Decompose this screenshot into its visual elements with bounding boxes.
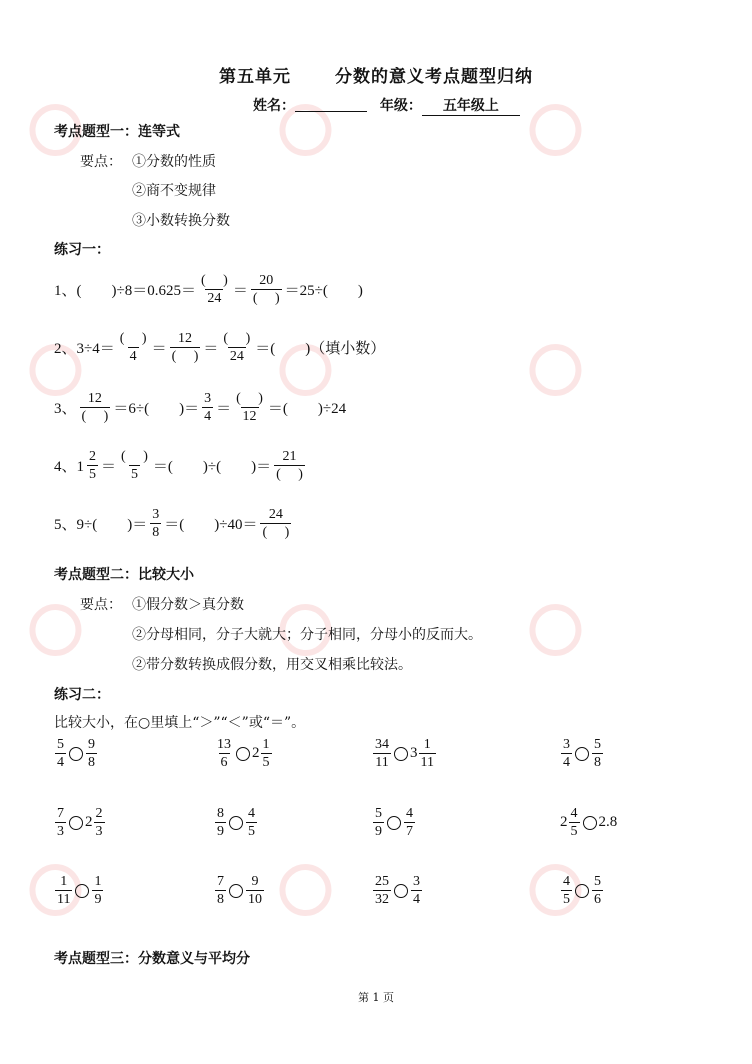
answer-circle[interactable] bbox=[229, 816, 243, 830]
answer-circle[interactable] bbox=[387, 816, 401, 830]
compare-item: $\frac{1}{11}$ $\frac{1}{9}$ bbox=[57, 874, 102, 907]
watermark-logo bbox=[500, 540, 641, 681]
practice1-label: 练习一： bbox=[54, 242, 110, 258]
compare-item: $\frac{8}{9}$ $\frac{4}{5}$ bbox=[217, 806, 255, 839]
comparison-instruction: 比较大小，在○里填上“＞”“＜”或“＝”。 bbox=[54, 715, 306, 731]
title-topic: 分数的意义考点题型归纳 bbox=[335, 67, 533, 87]
section1-point-3: ③小数转换分数 bbox=[132, 213, 230, 229]
section1-heading: 考点题型一：连等式 bbox=[54, 124, 180, 140]
compare-item: $\frac{7}{8}$ $\frac{9}{10}$ bbox=[217, 874, 262, 907]
compare-item: $\frac{3}{4}$ $\frac{5}{8}$ bbox=[563, 737, 601, 770]
practice2-label: 练习二： bbox=[54, 687, 110, 703]
exercise-5: 5、9÷( )＝ $\frac{3}{8}$ ＝( )÷40＝ $\frac{24}{( )}$ bbox=[54, 506, 290, 540]
watermark-logo bbox=[500, 40, 641, 181]
compare-item: $\frac{34}{11}$ 3 $\frac{1}{11}$ bbox=[375, 737, 434, 770]
compare-item: $\frac{4}{5}$ $\frac{5}{6}$ bbox=[563, 874, 601, 907]
answer-circle[interactable] bbox=[394, 747, 408, 761]
exercise-4: 4、1 $\frac{2}{5}$ ＝ $\frac{( )}{5}$ ＝( )÷( )＝ $\frac{21}{( )}$ bbox=[54, 448, 303, 482]
compare-item: 2 $\frac{4}{5}$ 2.8 bbox=[560, 806, 618, 839]
section2-heading: 考点题型二：比较大小 bbox=[54, 567, 194, 583]
student-info bbox=[253, 95, 520, 116]
answer-circle[interactable] bbox=[394, 884, 408, 898]
grade-field: 五年级上 bbox=[422, 95, 520, 116]
compare-item: $\frac{5}{9}$ $\frac{4}{7}$ bbox=[375, 806, 413, 839]
answer-circle[interactable] bbox=[575, 747, 589, 761]
exercise-1: 1、( )÷8＝0.625＝ $\frac{( )}{24}$ ＝ $\frac{20}{( )}$ ＝25÷( ) bbox=[54, 272, 363, 306]
name-field[interactable] bbox=[295, 97, 367, 112]
page-title bbox=[0, 62, 752, 87]
compare-item: $\frac{5}{4}$ $\frac{9}{8}$ bbox=[57, 737, 95, 770]
section2-point-2: ②分母相同，分子大就大；分子相同，分母小的反而大。 bbox=[132, 627, 482, 643]
answer-circle[interactable] bbox=[236, 747, 250, 761]
page-number: 第 1 页 bbox=[358, 991, 394, 1004]
watermark-logo bbox=[500, 280, 641, 421]
name-label: 姓名： bbox=[253, 98, 295, 114]
exercise-2: 2、3÷4＝ $\frac{( )}{4}$ ＝ $\frac{12}{( )}$ ＝ $\frac{( )}{24}$ ＝( )（填小数） bbox=[54, 330, 386, 364]
answer-circle[interactable] bbox=[583, 816, 597, 830]
grade-label: 年级： bbox=[379, 98, 422, 114]
answer-circle[interactable] bbox=[69, 816, 83, 830]
compare-item: $\frac{7}{3}$ 2 $\frac{2}{3}$ bbox=[57, 806, 103, 839]
section2-points-label: 要点： bbox=[80, 597, 122, 613]
watermark-logo bbox=[250, 800, 391, 941]
compare-item: $\frac{13}{6}$ 2 $\frac{1}{5}$ bbox=[217, 737, 270, 770]
answer-circle[interactable] bbox=[75, 884, 89, 898]
title-unit: 第五单元 bbox=[219, 67, 291, 87]
section1-points-label: 要点： bbox=[80, 154, 122, 170]
section1-point-1: ①分数的性质 bbox=[132, 154, 216, 170]
section2-point-3: ②带分数转换成假分数，用交叉相乘比较法。 bbox=[132, 657, 412, 673]
section3-heading: 考点题型三：分数意义与平均分 bbox=[54, 951, 250, 967]
answer-circle[interactable] bbox=[69, 747, 83, 761]
section1-point-2: ②商不变规律 bbox=[132, 183, 216, 199]
exercise-3: 3、 $\frac{12}{( )}$ ＝6÷( )＝ $\frac{3}{4}$ ＝ $\frac{( )}{12}$ ＝( )÷24 bbox=[54, 390, 347, 424]
answer-circle[interactable] bbox=[229, 884, 243, 898]
section2-point-1: ①假分数＞真分数 bbox=[132, 597, 244, 613]
compare-item: $\frac{25}{32}$ $\frac{3}{4}$ bbox=[375, 874, 420, 907]
answer-circle[interactable] bbox=[575, 884, 589, 898]
